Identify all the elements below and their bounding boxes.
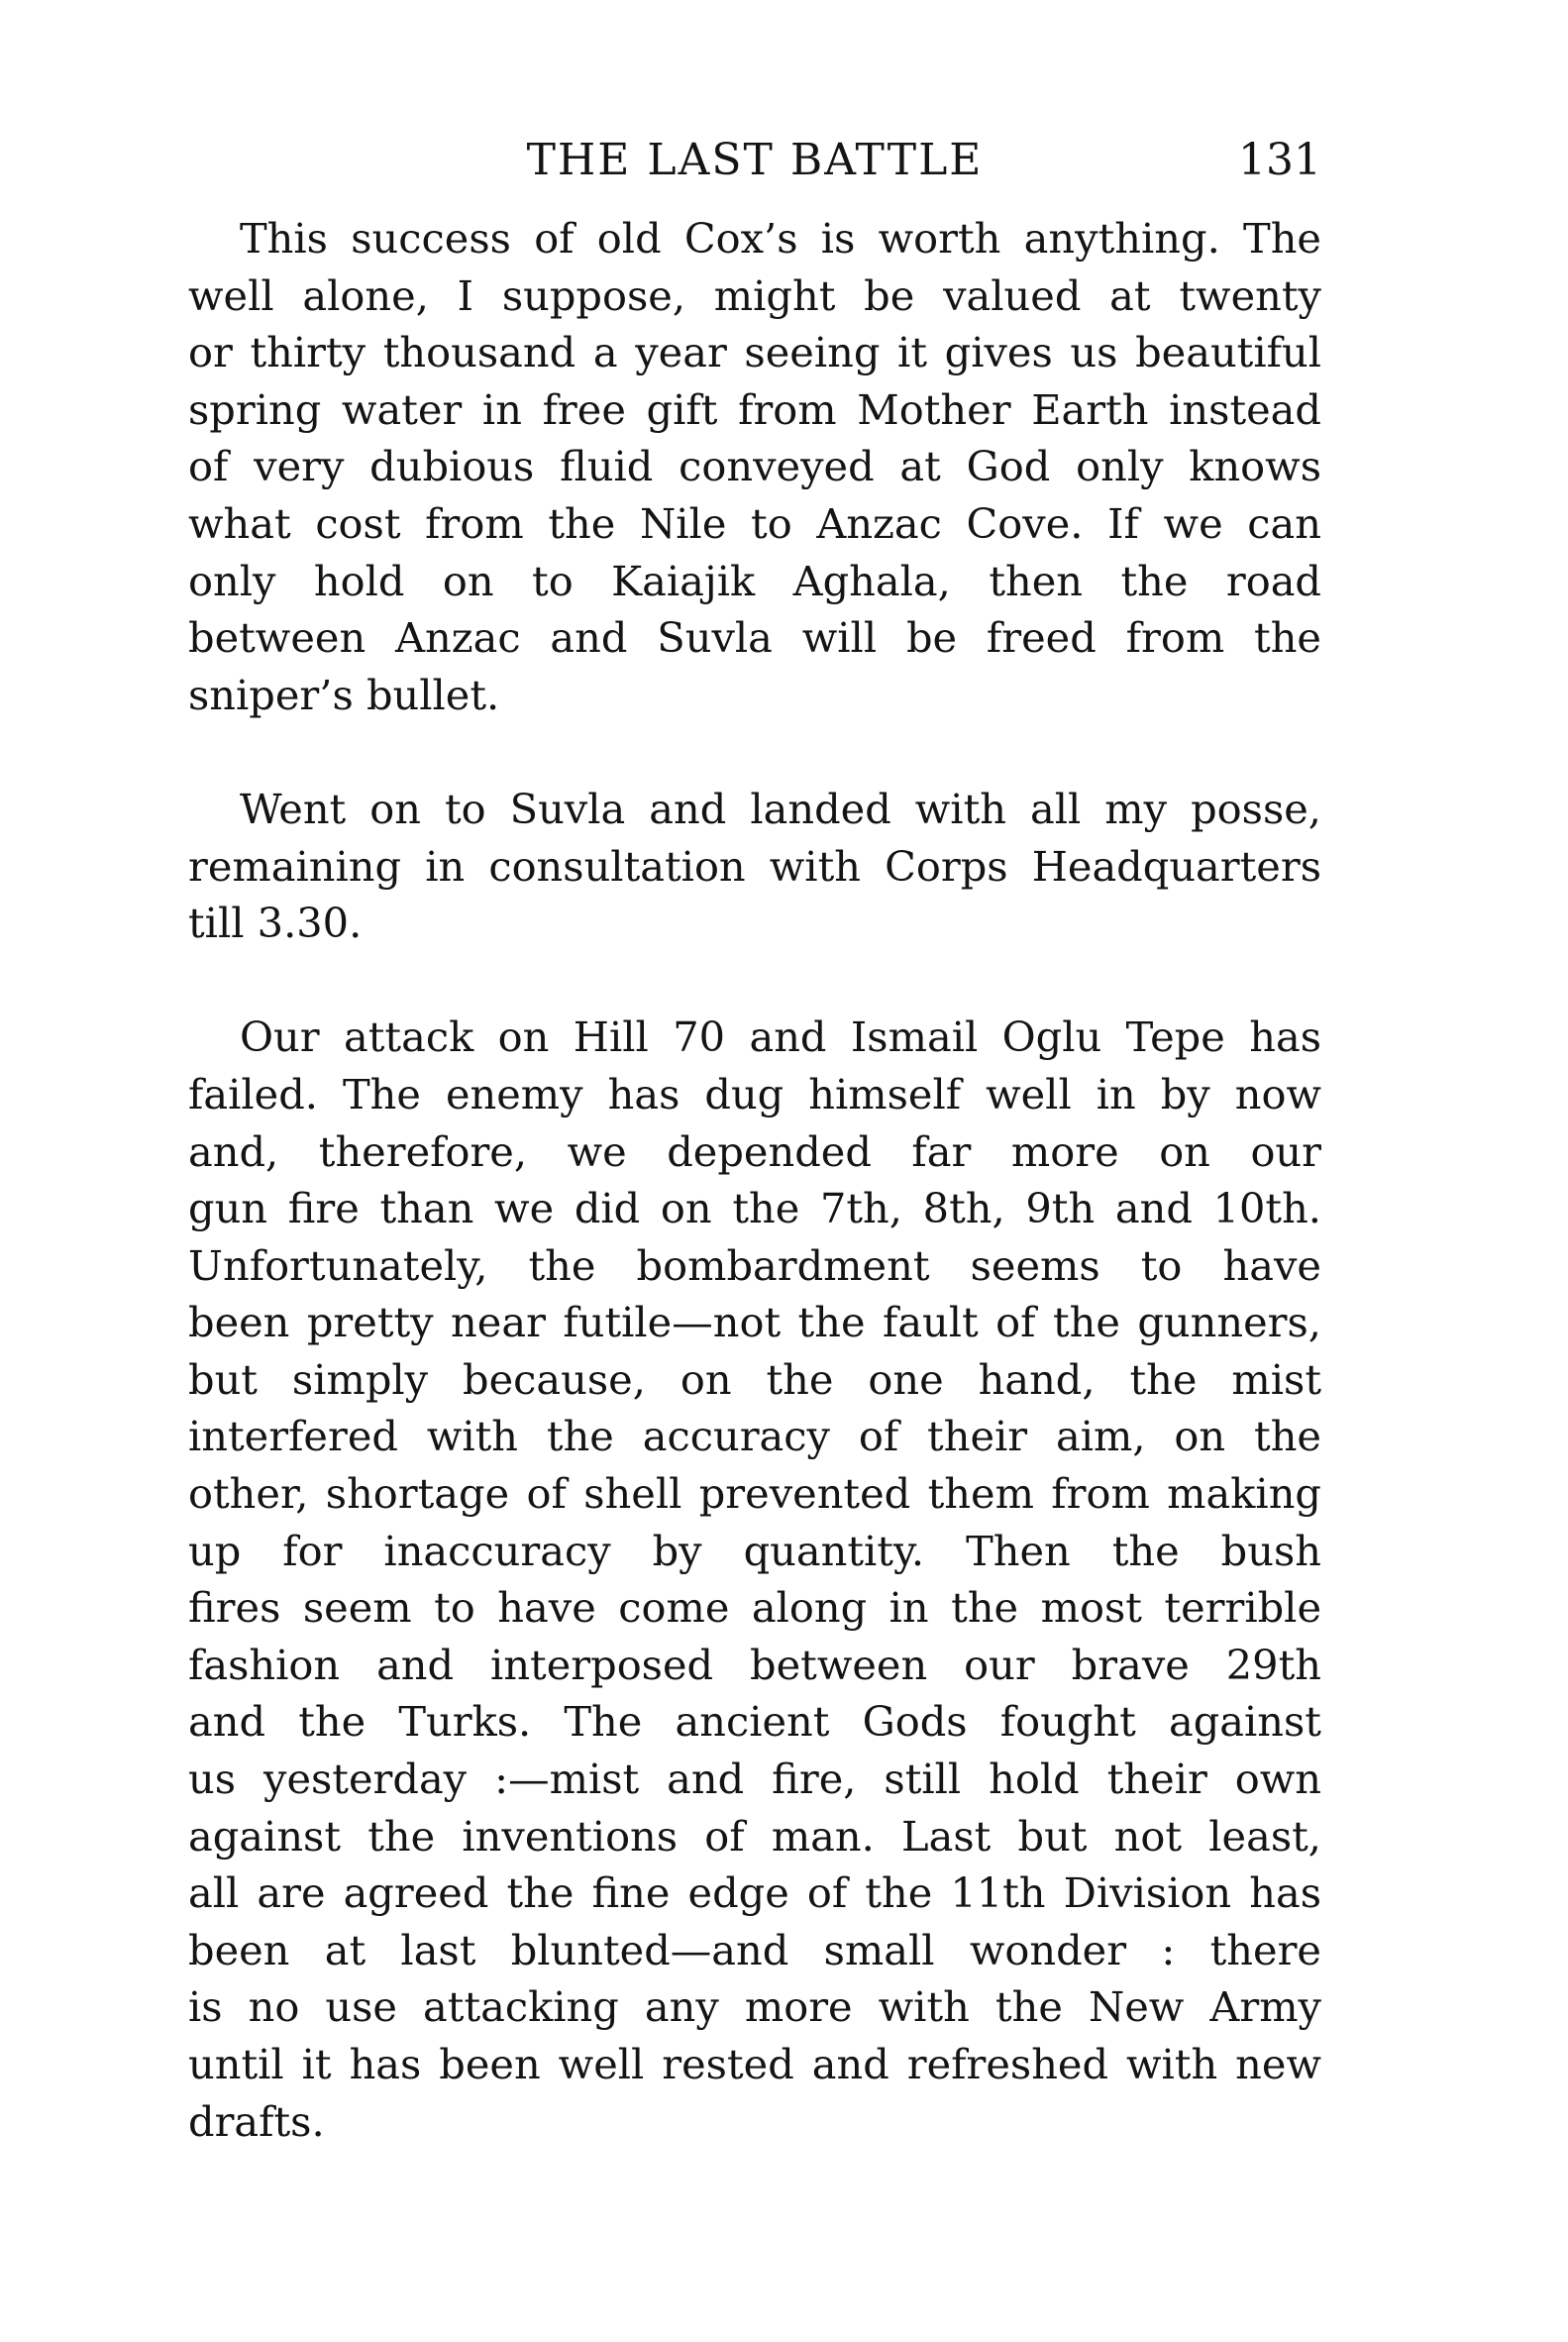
text-line: all are agreed the fine edge of the 11th Division has: [188, 1868, 1321, 1918]
text-line: or thirty thousand a year seeing it gives us beautiful: [188, 328, 1321, 377]
text-line: been at last blunted—and small wonder : there: [188, 1925, 1321, 1974]
text-line: remaining in consultation with Corps Headquarters: [188, 841, 1321, 891]
text-line: and, therefore, we depended far more on our: [188, 1126, 1321, 1176]
text-line: till 3.30.: [188, 899, 363, 948]
page-number: 131: [1238, 135, 1321, 185]
text-line: been pretty near futile—not the fault of the gunners,: [188, 1298, 1321, 1347]
text-line: spring water in free gift from Mother Earth instead: [188, 384, 1321, 434]
paragraph-1: [188, 210, 1321, 723]
running-title: THE LAST BATTLE: [526, 135, 984, 185]
text-line: what cost from the Nile to Anzac Cove. If we can: [188, 498, 1321, 548]
text-line: and the Turks. The ancient Gods fought against: [188, 1697, 1321, 1747]
text-line: against the inventions of man. Last but not least,: [188, 1811, 1321, 1861]
running-head: [188, 131, 1321, 190]
text-line: This success of old Cox’s is worth anything. The: [240, 214, 1321, 263]
text-line: only hold on to Kaiajik Aghala, then the road: [188, 556, 1321, 605]
text-line: us yesterday :—mist and fire, still hold their own: [188, 1755, 1321, 1804]
text-line: fires seem to have come along in the most terrible: [188, 1583, 1321, 1633]
paragraph-2: [188, 781, 1321, 952]
text-line: gun fire than we did on the 7th, 8th, 9th and 10th.: [188, 1184, 1321, 1233]
body-text: [188, 210, 1321, 2150]
text-line: Our attack on Hill 70 and Ismail Oglu Tepe has: [240, 1012, 1321, 1062]
text-line: but simply because, on the one hand, the mist: [188, 1354, 1321, 1404]
text-line: up for inaccuracy by quantity. Then the bush: [188, 1526, 1321, 1575]
text-line: well alone, I suppose, might be valued at twenty: [188, 270, 1321, 320]
paragraph-3: [188, 1009, 1321, 2150]
text-line: fashion and interposed between our brave 29th: [188, 1640, 1321, 1689]
text-line: drafts.: [188, 2096, 325, 2146]
text-line: Went on to Suvla and landed with all my posse,: [240, 784, 1321, 833]
text-line: Unfortunately, the bombardment seems to have: [188, 1240, 1321, 1290]
text-line: until it has been well rested and refreshed with new: [188, 2040, 1321, 2088]
text-line: between Anzac and Suvla will be freed from the: [188, 613, 1321, 663]
text-line: other, shortage of shell prevented them from making: [188, 1469, 1321, 1519]
text-line: sniper’s bullet.: [188, 670, 500, 719]
text-line: of very dubious fluid conveyed at God only knows: [188, 442, 1321, 491]
text-line: failed. The enemy has dug himself well in by now: [188, 1069, 1321, 1118]
text-line: is no use attacking any more with the New Army: [188, 1982, 1321, 2032]
text-line: interfered with the accuracy of their aim, on the: [188, 1412, 1321, 1461]
